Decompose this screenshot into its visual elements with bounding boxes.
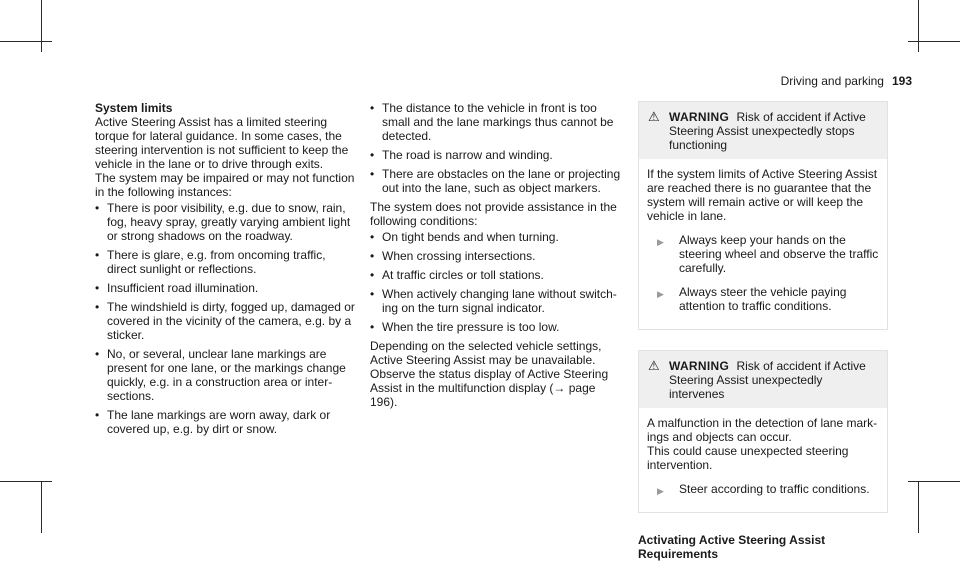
column-left	[95, 101, 357, 441]
crop-mark	[0, 481, 52, 482]
warning-box	[638, 101, 888, 330]
limits-list	[95, 201, 357, 436]
warning-text: This could cause unexpected steering intervention.	[647, 444, 849, 472]
crop-mark	[908, 481, 960, 482]
crop-mark	[41, 481, 42, 533]
lead-paragraph: The system may be impaired or may not function in the following instances:	[95, 171, 355, 199]
list-item: • When actively changing lane without switching on the turn signal indicator.	[370, 287, 625, 315]
page-number: 193	[891, 74, 912, 88]
system-limits-heading: System limits	[95, 101, 173, 115]
warning-triangle-icon: ⚠	[648, 358, 660, 373]
page-header	[781, 74, 912, 88]
warning-header	[639, 102, 887, 159]
warning-triangle-icon: ⚠	[648, 109, 660, 124]
warning-text: If the system limits of Active Steering Assist are reached there is no guarantee that the system will remain active or will keep the vehicle in lane.	[647, 167, 878, 223]
list-item: • When the tire pressure is too low.	[370, 320, 625, 334]
limits-list-continued	[370, 101, 625, 195]
crop-mark	[908, 41, 960, 42]
crop-mark	[41, 0, 42, 52]
crop-mark	[0, 41, 52, 42]
step-text: Steer according to traffic conditions.	[679, 482, 870, 496]
list-item: • On tight bends and when turning.	[370, 230, 625, 244]
play-arrow-icon: ▶	[657, 486, 664, 496]
instruction-step	[647, 233, 879, 275]
availability-paragraph: Depending on the selected vehicle settings, Active Steering Assist may be unavailable. Observe the status display of Active Steering Assist in the multifunction display (→ page 196).	[370, 339, 609, 409]
warning-box	[638, 350, 888, 513]
column-middle	[370, 101, 625, 409]
list-item: • The road is narrow and winding.	[370, 148, 625, 162]
list-item: • The distance to the vehicle in front is too small and the lane markings thus cannot be detected.	[370, 101, 625, 143]
warning-label: WARNING	[669, 110, 730, 124]
section-subtitle: Requirements	[638, 547, 719, 561]
intro-paragraph: Active Steering Assist has a limited steering torque for lateral guidance. In some cases, the steering intervention is not sufficient to keep the vehicle in the lane or to drive through exits.	[95, 115, 349, 171]
instruction-step	[647, 482, 879, 496]
list-item: • Insufficient road illumination.	[95, 281, 357, 295]
warning-body	[639, 408, 887, 512]
crop-mark	[918, 0, 919, 52]
warning-text: A malfunction in the detection of lane markings and objects can occur.	[647, 416, 878, 444]
section-name: Driving and parking	[780, 74, 884, 88]
column-right	[638, 101, 888, 561]
list-item: • The lane markings are worn away, dark or covered up, e.g. by dirt or snow.	[95, 408, 357, 436]
conditions-lead: The system does not provide assistance in the following conditions:	[370, 200, 617, 228]
list-item: • When crossing intersections.	[370, 249, 625, 263]
play-arrow-icon: ▶	[657, 237, 664, 247]
list-item: • At traffic circles or toll stations.	[370, 268, 625, 282]
warning-label: WARNING	[669, 359, 730, 373]
list-item: • There is poor visibility, e.g. due to snow, rain, fog, heavy spray, greatly varying ambient light or strong shadows on the roadway.	[95, 201, 357, 243]
step-text: Always keep your hands on the steering wheel and observe the traffic carefully.	[679, 233, 879, 275]
warning-title: Risk of accident if Active Steering Assist unexpectedly stops functioning	[669, 110, 866, 152]
warning-header	[639, 351, 887, 408]
play-arrow-icon: ▶	[657, 289, 664, 299]
section-title: Activating Active Steering Assist	[638, 533, 826, 547]
list-item: • There is glare, e.g. from oncoming traffic, direct sunlight or reflections.	[95, 248, 357, 276]
step-text: Always steer the vehicle paying attention to traffic conditions.	[679, 285, 847, 313]
list-item: • The windshield is dirty, fogged up, damaged or covered in the vicinity of the camera, e.g. by a sticker.	[95, 300, 357, 342]
instruction-step	[647, 285, 879, 313]
warning-body	[639, 159, 887, 329]
warning-title: Risk of accident if Active Steering Assist unexpectedly intervenes	[669, 359, 866, 401]
list-item: • No, or several, unclear lane markings are present for one lane, or the markings change quickly, e.g. in a construction area or intersections.	[95, 347, 357, 403]
crop-mark	[918, 481, 919, 533]
conditions-list	[370, 230, 625, 334]
list-item: • There are obstacles on the lane or projecting out into the lane, such as object markers.	[370, 167, 625, 195]
